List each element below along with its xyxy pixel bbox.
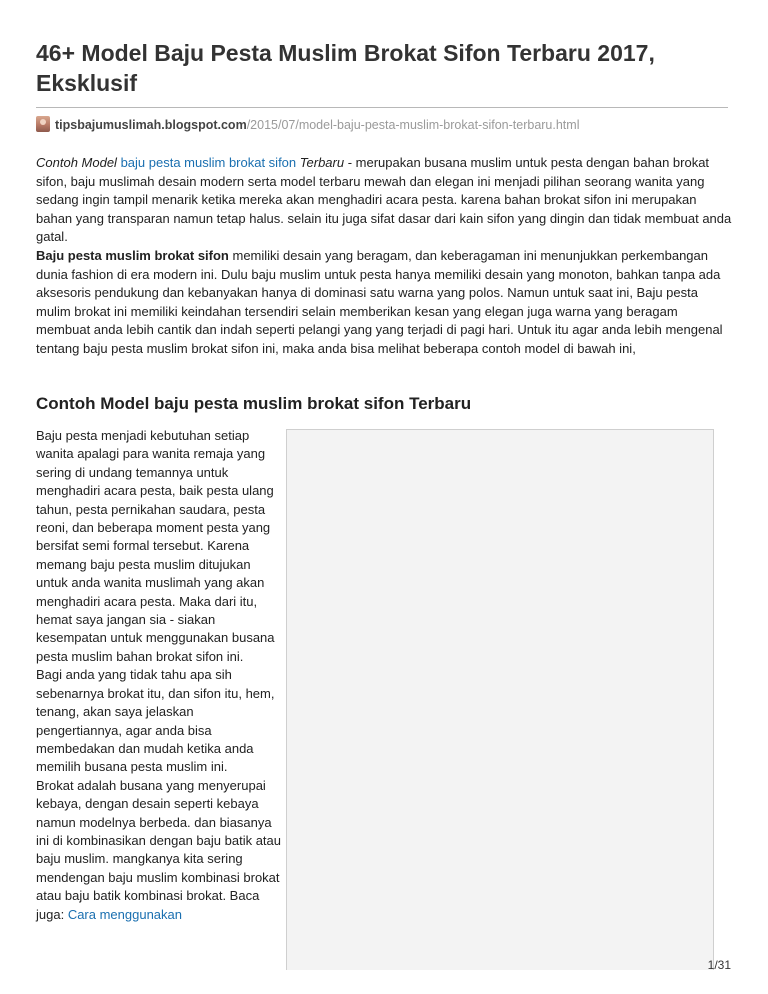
source-domain[interactable]: tipsbajumuslimah.blogspot.com xyxy=(55,118,247,132)
intro-body xyxy=(36,154,732,359)
image-placeholder xyxy=(286,429,714,970)
lead-link[interactable]: baju pesta muslim brokat sifon xyxy=(120,155,297,170)
column-paragraph-3-text: Brokat adalah busana yang menyerupai kebaya, dengan desain seperti kebaya namun modelnya berbeda. dan biasanya ini di kombinasikan dengan baju batik atau baju muslim. mangkanya kita sering mendengan baju muslim kombinasi brokat atau baju batik kombinasi brokat. Baca juga: xyxy=(36,777,282,922)
source-url[interactable] xyxy=(36,116,579,134)
source-path[interactable]: /2015/07/model-baju-pesta-muslim-brokat-sifon-terbaru.html xyxy=(246,118,580,132)
page-number: 1/31 xyxy=(707,958,731,972)
read-also-link[interactable]: Cara menggunakan xyxy=(67,906,183,922)
title-divider xyxy=(36,107,728,108)
column-paragraph-3 xyxy=(36,777,281,924)
lead-suffix: Terbaru xyxy=(296,155,345,170)
blog-avatar-icon xyxy=(36,116,50,132)
intro-paragraph-2-text: memiliki desain yang beragam, dan keberagaman ini menunjukkan perkembangan dunia fashion di era modern ini. Dulu baju muslim untuk pesta hanya memiliki desain yang monoton, bahkan tanpa ada aksesoris pendukung dan kebanyakan hanya di dominasi satu warna yang polos. Namun untuk saat ini, Baju pesta mulim brokat ini memiliki keindahan tersendiri selain memberikan kesan yang elegan juga warna yang beragam membuat anda lebih cantik dan indah seperti pelangi yang yang terjadi di pagi hari. Untuk itu agar anda lebih mengenal tentang baju pesta muslim brokat sifon ini, maka anda bisa melihat beberapa contoh model di bawah ini, xyxy=(36,247,723,356)
left-column-text xyxy=(36,427,281,924)
column-paragraph-1: Baju pesta menjadi kebutuhan setiap wanita apalagi para wanita remaja yang sering di undang temannya untuk menghadiri acara pesta, baik pesta ulang tahun, pesta pernikahan saudara, pesta reoni, dan beberapa moment pesta yang bersifat semi formal tersebut. Karena memang baju pesta muslim ditujukan untuk anda wanita muslimah yang akan menghadiri acara pesta. Maka dari itu, hemat saya jangan sia - siakan kesempatan untuk menggunakan busana pesta muslim bahan brokat sifon ini. xyxy=(36,428,275,664)
intro-paragraph-2 xyxy=(36,247,732,359)
section-heading: Contoh Model baju pesta muslim brokat sifon Terbaru xyxy=(36,394,472,413)
intro-paragraph-1 xyxy=(36,154,732,247)
page-title: 46+ Model Baju Pesta Muslim Brokat Sifon Terbaru 2017, Eksklusif xyxy=(36,40,655,96)
intro-paragraph-1-text: - merupakan busana muslim untuk pesta dengan bahan brokat sifon, baju muslimah desain modern serta model terbaru mewah dan elegan ini menjadi pilihan seorang wanita yang sedang ingin tampil menarik ketika mereka akan menghadiri acara pesta. karena bahan brokat sifon ini merupakan bahan yang transparan namun tetap halus. selain itu juga sifat dasar dari kain sifon yang dingin dan tidak membuat anda gatal. xyxy=(36,155,732,245)
lead-prefix: Contoh Model xyxy=(36,155,121,170)
column-paragraph-2: Bagi anda yang tidak tahu apa sih sebenarnya brokat itu, dan sifon itu, hem, tenang, akan saya jelaskan pengertiannya, agar anda bisa membedakan dan mudah ketika anda memilih busana pesta muslim ini. xyxy=(36,667,275,775)
intro-paragraph-2-bold: Baju pesta muslim brokat sifon xyxy=(36,247,229,263)
